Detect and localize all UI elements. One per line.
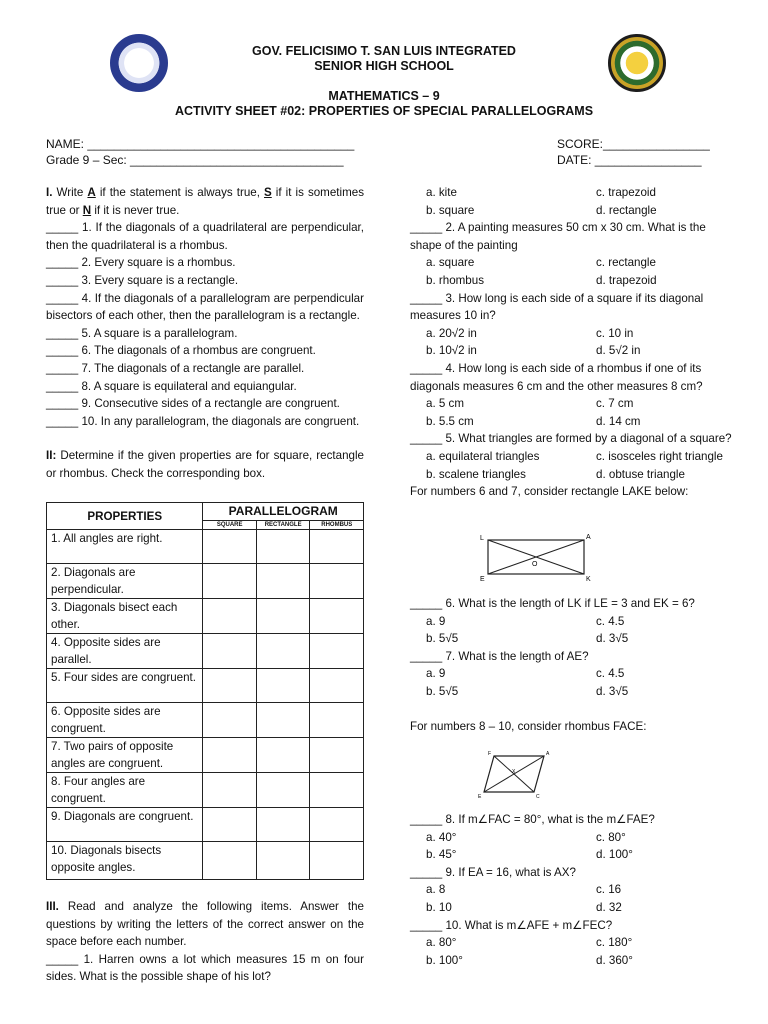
option: c. 4.5 bbox=[596, 667, 625, 681]
school-name bbox=[0, 44, 768, 74]
option: b. 5.5 cm bbox=[426, 414, 474, 428]
q4-options bbox=[410, 395, 732, 413]
table-row: 1. All angles are right. bbox=[47, 530, 364, 564]
q10-options bbox=[410, 934, 732, 952]
option: a. equilateral triangles bbox=[426, 449, 540, 463]
rhombus-checkbox[interactable] bbox=[310, 773, 364, 808]
face-questions bbox=[410, 811, 732, 969]
rectangle-checkbox[interactable] bbox=[256, 564, 310, 599]
name-field[interactable]: NAME: ________________________________________ bbox=[46, 137, 355, 151]
option: a. 9 bbox=[426, 614, 446, 628]
option: b. rhombus bbox=[426, 273, 484, 287]
q7-options bbox=[410, 665, 732, 683]
question-9: _____ 9. If EA = 16, what is AX? bbox=[410, 865, 576, 879]
part-1-item: _____ 8. A square is equilateral and equiangular. bbox=[46, 379, 297, 393]
face-intro: For numbers 8 – 10, consider rhombus FACE: bbox=[410, 719, 647, 733]
q8-options bbox=[410, 846, 732, 864]
label-o: O bbox=[532, 561, 538, 568]
question-1: _____ 1. Harren owns a lot which measures 15 m on four sides. What is the possible shape of his lot? bbox=[46, 952, 364, 984]
table-row: 10. Diagonals bisects opposite angles. bbox=[47, 842, 364, 880]
q9-options bbox=[410, 881, 732, 899]
option: b. 10√2 in bbox=[426, 344, 477, 358]
part-1-item: _____ 9. Consecutive sides of a rectangle are congruent. bbox=[46, 397, 340, 411]
date-field[interactable]: DATE: ________________ bbox=[557, 153, 702, 167]
label-a: A bbox=[586, 534, 591, 541]
table-row: 4. Opposite sides are parallel. bbox=[47, 634, 364, 669]
question-4: _____ 4. How long is each side of a rhombus if one of its diagonals measures 6 cm and the other measures 8 cm? bbox=[410, 361, 703, 393]
rectangle-checkbox[interactable] bbox=[256, 703, 310, 738]
option: d. trapezoid bbox=[596, 273, 657, 287]
rectangle-checkbox[interactable] bbox=[256, 669, 310, 703]
properties-table bbox=[46, 502, 364, 880]
rhombus-checkbox[interactable] bbox=[310, 703, 364, 738]
part-1 bbox=[46, 184, 364, 483]
part-3-continued bbox=[410, 184, 732, 501]
school-line-2: SENIOR HIGH SCHOOL bbox=[314, 59, 454, 73]
q5-options bbox=[410, 448, 732, 466]
square-checkbox[interactable] bbox=[203, 634, 256, 669]
q3-options bbox=[410, 325, 732, 343]
option: d. 100° bbox=[596, 848, 633, 862]
activity-title: ACTIVITY SHEET #02: PROPERTIES OF SPECIAL PARALLELOGRAMS bbox=[174, 104, 594, 118]
rectangle-lake-diagram bbox=[476, 530, 596, 586]
part-1-instructions: I. Write A if the statement is always true, S if it is sometimes true or N if it is never true. bbox=[46, 186, 364, 217]
option: c. trapezoid bbox=[596, 186, 656, 199]
square-checkbox[interactable] bbox=[203, 564, 256, 599]
option: b. square bbox=[426, 203, 475, 217]
q4-options bbox=[410, 413, 732, 431]
square-checkbox[interactable] bbox=[203, 738, 256, 773]
option: d. 32 bbox=[596, 900, 622, 914]
q2-options bbox=[410, 272, 732, 290]
parallelogram-header: PARALLELOGRAM bbox=[203, 503, 364, 521]
rectangle-checkbox[interactable] bbox=[256, 842, 310, 880]
rectangle-checkbox[interactable] bbox=[256, 634, 310, 669]
option: d. 5√2 in bbox=[596, 344, 641, 358]
option: b. 45° bbox=[426, 848, 457, 862]
table-row: 5. Four sides are congruent. bbox=[47, 669, 364, 703]
option: b. 5√5 bbox=[426, 684, 459, 698]
lake-intro: For numbers 6 and 7, consider rectangle LAKE below: bbox=[410, 485, 689, 499]
question-7: _____ 7. What is the length of AE? bbox=[410, 649, 589, 663]
option: a. 80° bbox=[426, 936, 457, 950]
label-e: E bbox=[478, 794, 482, 800]
option: c. 180° bbox=[596, 936, 633, 950]
square-checkbox[interactable] bbox=[203, 703, 256, 738]
part-1-item: _____ 7. The diagonals of a rectangle are parallel. bbox=[46, 361, 305, 375]
part-1-item: _____ 6. The diagonals of a rhombus are congruent. bbox=[46, 344, 316, 358]
question-2: _____ 2. A painting measures 50 cm x 30 cm. What is the shape of the painting bbox=[410, 221, 706, 252]
option: c. 4.5 bbox=[596, 614, 625, 628]
rectangle-header: RECTANGLE bbox=[256, 521, 310, 530]
table-row: 3. Diagonals bisect each other. bbox=[47, 599, 364, 634]
square-checkbox[interactable] bbox=[203, 808, 256, 842]
table-row: 2. Diagonals are perpendicular. bbox=[47, 564, 364, 599]
option: c. isosceles right triangle bbox=[596, 449, 723, 463]
rectangle-checkbox[interactable] bbox=[256, 599, 310, 634]
q8-options bbox=[410, 829, 732, 847]
rectangle-checkbox[interactable] bbox=[256, 738, 310, 773]
part-1-item: _____ 10. In any parallelogram, the diagonals are congruent. bbox=[46, 414, 360, 428]
option: a. 5 cm bbox=[426, 397, 465, 411]
table-row: 8. Four angles are congruent. bbox=[47, 773, 364, 808]
label-e: E bbox=[480, 576, 485, 583]
q9-options bbox=[410, 899, 732, 917]
label-f: F bbox=[488, 751, 492, 757]
part-3 bbox=[46, 898, 364, 986]
option: a. kite bbox=[426, 186, 457, 199]
question-10: _____ 10. What is m∠AFE + m∠FEC? bbox=[410, 918, 613, 932]
part-1-item: _____ 5. A square is a parallelogram. bbox=[46, 326, 238, 340]
table-row: 9. Diagonals are congruent. bbox=[47, 808, 364, 842]
option: d. 3√5 bbox=[596, 632, 629, 646]
q7-options bbox=[410, 683, 732, 701]
option: b. scalene triangles bbox=[426, 467, 526, 481]
school-line-1: GOV. FELICISIMO T. SAN LUIS INTEGRATED bbox=[252, 44, 516, 58]
option: a. 9 bbox=[426, 667, 446, 681]
option: a. 40° bbox=[426, 830, 457, 844]
option: d. rectangle bbox=[596, 203, 657, 217]
question-3: _____ 3. How long is each side of a square if its diagonal measures 10 in? bbox=[410, 291, 704, 323]
q2-options bbox=[410, 254, 732, 272]
grade-section-field[interactable]: Grade 9 – Sec: ________________________________ bbox=[46, 153, 344, 167]
lake-questions bbox=[410, 595, 732, 735]
option: c. 80° bbox=[596, 830, 626, 844]
rhombus-checkbox[interactable] bbox=[310, 564, 364, 599]
rhombus-checkbox[interactable] bbox=[310, 808, 364, 842]
rhombus-checkbox[interactable] bbox=[310, 530, 364, 564]
q6-options bbox=[410, 613, 732, 631]
option: a. 8 bbox=[426, 883, 446, 897]
option: b. 100° bbox=[426, 953, 463, 967]
part-1-item: _____ 3. Every square is a rectangle. bbox=[46, 273, 239, 287]
square-checkbox[interactable] bbox=[203, 599, 256, 634]
question-5: _____ 5. What triangles are formed by a diagonal of a square? bbox=[410, 432, 732, 446]
part-1-item: _____ 2. Every square is a rhombus. bbox=[46, 256, 236, 270]
rectangle-checkbox[interactable] bbox=[256, 773, 310, 808]
option: b. 10 bbox=[426, 900, 452, 914]
rhombus-checkbox[interactable] bbox=[310, 599, 364, 634]
q10-options bbox=[410, 952, 732, 970]
option: c. 16 bbox=[596, 883, 622, 897]
option: c. 10 in bbox=[596, 326, 634, 340]
option: d. 3√5 bbox=[596, 684, 629, 698]
q5-options bbox=[410, 466, 732, 484]
label-k: K bbox=[586, 576, 591, 583]
question-6: _____ 6. What is the length of LK if LE = 3 and EK = 6? bbox=[410, 597, 695, 610]
label-a: A bbox=[546, 751, 550, 757]
table-row: 6. Opposite sides are congruent. bbox=[47, 703, 364, 738]
rhombus-checkbox[interactable] bbox=[310, 842, 364, 880]
label-x: X bbox=[512, 769, 516, 775]
option: b. 5√5 bbox=[426, 632, 459, 646]
rhombus-checkbox[interactable] bbox=[310, 738, 364, 773]
table-row: 7. Two pairs of opposite angles are congruent. bbox=[47, 738, 364, 773]
square-checkbox[interactable] bbox=[203, 530, 256, 564]
part-2-instructions: II: Determine if the given properties are for square, rectangle or rhombus. Check the corresponding box. bbox=[46, 449, 364, 480]
option: d. obtuse triangle bbox=[596, 467, 685, 481]
subject-title: MATHEMATICS – 9 bbox=[328, 89, 440, 103]
sheet-title bbox=[0, 89, 768, 119]
part-1-item: _____ 1. If the diagonals of a quadrilateral are perpendicular, then the quadrilateral is a rhombus. bbox=[46, 221, 364, 252]
option: d. 360° bbox=[596, 953, 633, 967]
square-checkbox[interactable] bbox=[203, 773, 256, 808]
q1-options bbox=[410, 202, 732, 220]
rhombus-face-diagram bbox=[478, 748, 558, 800]
square-checkbox[interactable] bbox=[203, 842, 256, 880]
q3-options bbox=[410, 342, 732, 360]
rhombus-header: RHOMBUS bbox=[310, 521, 364, 530]
option: c. rectangle bbox=[596, 256, 656, 270]
square-header: SQUARE bbox=[203, 521, 256, 530]
option: d. 14 cm bbox=[596, 414, 641, 428]
question-8: _____ 8. If m∠FAC = 80°, what is the m∠FAE? bbox=[410, 813, 655, 826]
option: c. 7 cm bbox=[596, 397, 634, 411]
part-1-item: _____ 4. If the diagonals of a parallelogram are perpendicular bisectors of each other, then the parallelogram is a rectangle. bbox=[46, 291, 364, 323]
rectangle-checkbox[interactable] bbox=[256, 530, 310, 564]
rectangle-checkbox[interactable] bbox=[256, 808, 310, 842]
q1-options bbox=[410, 184, 732, 202]
part-3-instructions: III. Read and analyze the following items. Answer the questions by writing the letters of the correct answer on the space before each number. bbox=[46, 900, 364, 949]
score-field[interactable]: SCORE:________________ bbox=[557, 137, 710, 151]
square-checkbox[interactable] bbox=[203, 669, 256, 703]
option: a. square bbox=[426, 256, 475, 270]
label-l: L bbox=[480, 535, 484, 542]
properties-header: PROPERTIES bbox=[47, 503, 203, 530]
q6-options bbox=[410, 630, 732, 648]
option: a. 20√2 in bbox=[426, 326, 477, 340]
label-c: C bbox=[536, 794, 540, 800]
rhombus-checkbox[interactable] bbox=[310, 634, 364, 669]
rhombus-checkbox[interactable] bbox=[310, 669, 364, 703]
